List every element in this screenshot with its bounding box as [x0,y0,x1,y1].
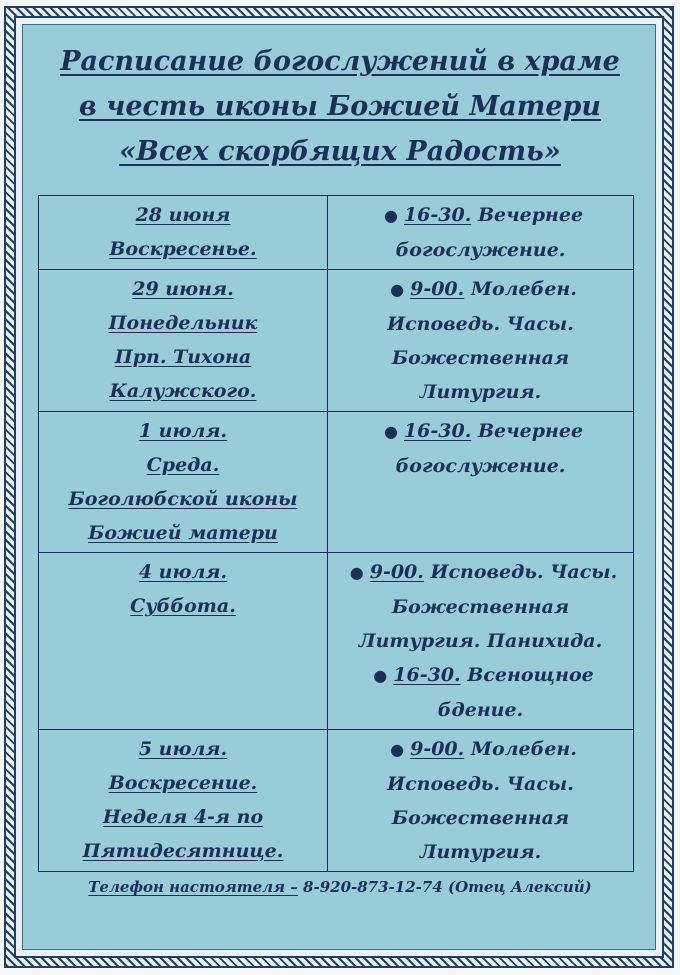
date-detail: Суббота. [130,595,236,617]
services-cell [328,730,634,872]
schedule-table [38,195,634,872]
date-detail: Неделя 4-я по [102,806,264,828]
title-line-2: в честь иконы Божией Матери [78,91,602,122]
date-label: 28 июня [135,204,231,226]
service-text: Божественная [391,807,570,829]
service-text: Вечернее [477,204,584,226]
schedule-table-body [39,196,634,872]
footer-contact [23,878,657,896]
date-cell [39,730,328,872]
schedule-row [39,270,634,412]
service-text: Исповедь. Часы. [430,561,618,583]
service-text: Молебен. [470,278,577,300]
bullet-icon: ● [349,563,364,582]
service-text: Вечернее [477,420,584,442]
date-detail: Воскресенье. [109,238,257,260]
date-detail: Понедельник [108,312,258,334]
poster-title [23,39,657,174]
date-cell [39,412,328,553]
service-item [332,555,629,658]
date-label: 5 июля. [138,738,228,760]
footer-phone: 8-920-873-12-74 (Отец Алексий) [303,878,592,896]
service-text: Молебен. [470,738,577,760]
service-text: Исповедь. Часы. [387,773,574,795]
service-text: бдение. [437,699,524,721]
service-item [332,658,629,727]
service-text: Божественная [391,596,570,618]
service-item [332,414,629,483]
footer-label: Телефон настоятеля – [88,878,298,896]
date-cell [39,553,328,730]
service-time: 9-00. [410,278,465,300]
title-line-3: «Всех скорбящих Радость» [119,136,561,167]
services-cell [328,196,634,270]
date-detail: Среда. [146,454,220,476]
service-text: Исповедь. Часы. [387,313,574,335]
date-label: 4 июля. [138,561,228,583]
service-text: Литургия. [419,381,542,403]
service-text: Литургия. Панихида. [358,630,603,652]
date-detail: Божией матери [88,522,278,544]
date-detail: Пятидесятнице. [82,840,284,862]
schedule-row [39,412,634,553]
date-detail: Боголюбской иконы [68,488,298,510]
date-cell [39,196,328,270]
service-time: 16-30. [403,204,472,226]
service-item [332,732,629,869]
service-text: богослужение. [395,455,566,477]
date-cell [39,270,328,412]
title-line-1: Расписание богослужений в храме [60,46,620,77]
bullet-icon: ● [383,422,398,441]
services-cell [328,553,634,730]
date-detail: Воскресение. [108,772,258,794]
schedule-row [39,553,634,730]
service-text: Божественная [391,347,570,369]
date-label: 29 июня. [132,278,234,300]
schedule-row [39,730,634,872]
service-time: 9-00. [369,561,424,583]
service-text: Всенощное [467,664,594,686]
date-detail: Прп. Тихона [114,346,252,368]
bullet-icon: ● [373,666,388,685]
service-item [332,272,629,409]
services-cell [328,270,634,412]
bullet-icon: ● [390,280,405,299]
bullet-icon: ● [390,740,405,759]
service-item [332,198,629,267]
services-cell [328,412,634,553]
service-time: 9-00. [410,738,465,760]
date-label: 1 июля. [138,420,228,442]
service-time: 16-30. [393,664,461,686]
service-text: Литургия. [419,841,542,863]
schedule-row [39,196,634,270]
schedule-panel [22,24,656,950]
service-text: богослужение. [395,239,566,261]
service-time: 16-30. [403,420,472,442]
bullet-icon: ● [383,206,398,225]
date-detail: Калужского. [109,380,257,402]
